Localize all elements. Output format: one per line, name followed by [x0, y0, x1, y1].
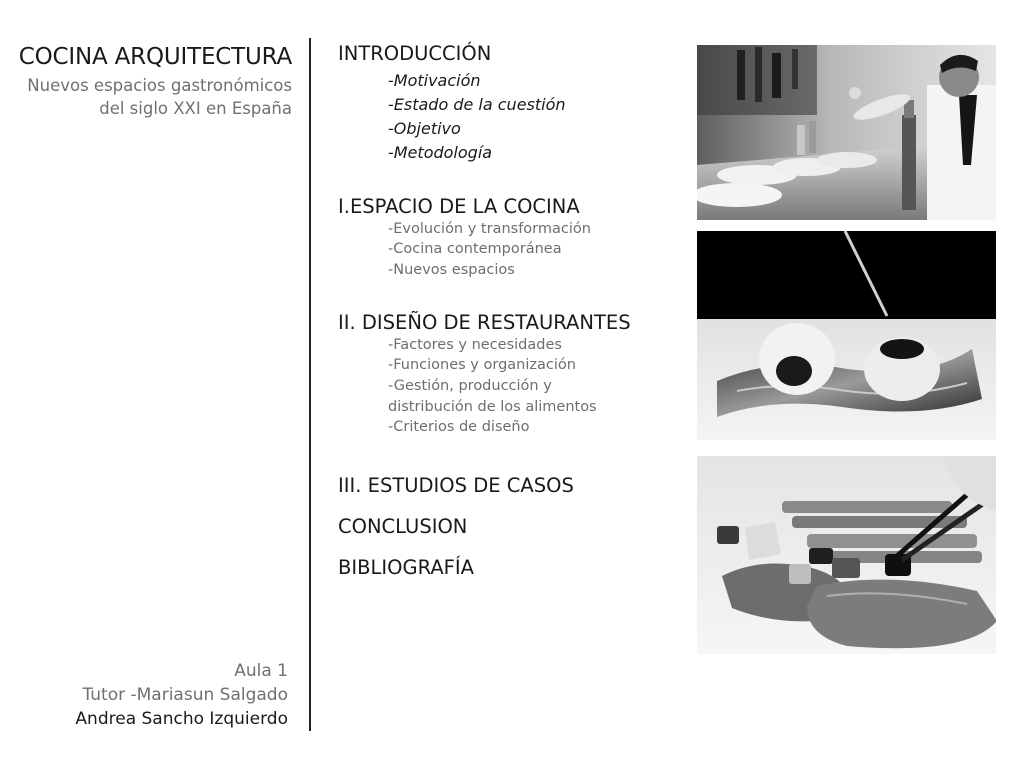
toc-section-1-item: -Evolución y transformación [388, 221, 591, 237]
vertical-divider [309, 38, 311, 731]
toc-conclusion-title: CONCLUSION [338, 515, 468, 538]
toc-section-3-title: III. ESTUDIOS DE CASOS [338, 474, 574, 497]
toc-section-2-item: -Criterios de diseño [388, 419, 530, 435]
credits [75, 659, 288, 731]
toc-section-2-title: II. DISEÑO DE RESTAURANTES [338, 311, 631, 334]
chef-kitchen-photo [697, 45, 996, 220]
tweezers-plating-photo [697, 456, 996, 654]
tutor-label: Tutor -Mariasun Salgado [82, 685, 288, 705]
document-title: COCINA ARQUITECTURA [18, 44, 292, 70]
toc-section-1-item: -Nuevos espacios [388, 262, 515, 278]
toc-bibliography-title: BIBLIOGRAFÍA [338, 556, 474, 579]
toc-intro-title: INTRODUCCIÓN [338, 42, 492, 65]
toc-section-1-item: -Cocina contemporánea [388, 241, 562, 257]
subtitle-line-1: Nuevos espacios gastronómicos [27, 76, 292, 95]
toc-intro-item: -Metodología [388, 143, 493, 162]
document-subtitle [27, 74, 292, 120]
toc-section-2-item: -Factores y necesidades [388, 337, 562, 353]
toc-intro-item: -Estado de la cuestión [388, 95, 566, 114]
toc-section-2-item: -Funciones y organización [388, 357, 576, 373]
toc-section-2-item: -Gestión, producción y [388, 378, 552, 394]
toc-intro-item: -Objetivo [388, 119, 461, 138]
plated-dish-photo [697, 231, 996, 440]
aula-label: Aula 1 [234, 661, 288, 681]
subtitle-line-2: del siglo XXI en España [99, 99, 292, 118]
toc-section-1-title: I.ESPACIO DE LA COCINA [338, 195, 580, 218]
toc-section-2-item: distribución de los alimentos [388, 399, 597, 415]
title-block [0, 0, 292, 768]
toc-intro-item: -Motivación [388, 71, 481, 90]
author-label: Andrea Sancho Izquierdo [75, 709, 288, 729]
